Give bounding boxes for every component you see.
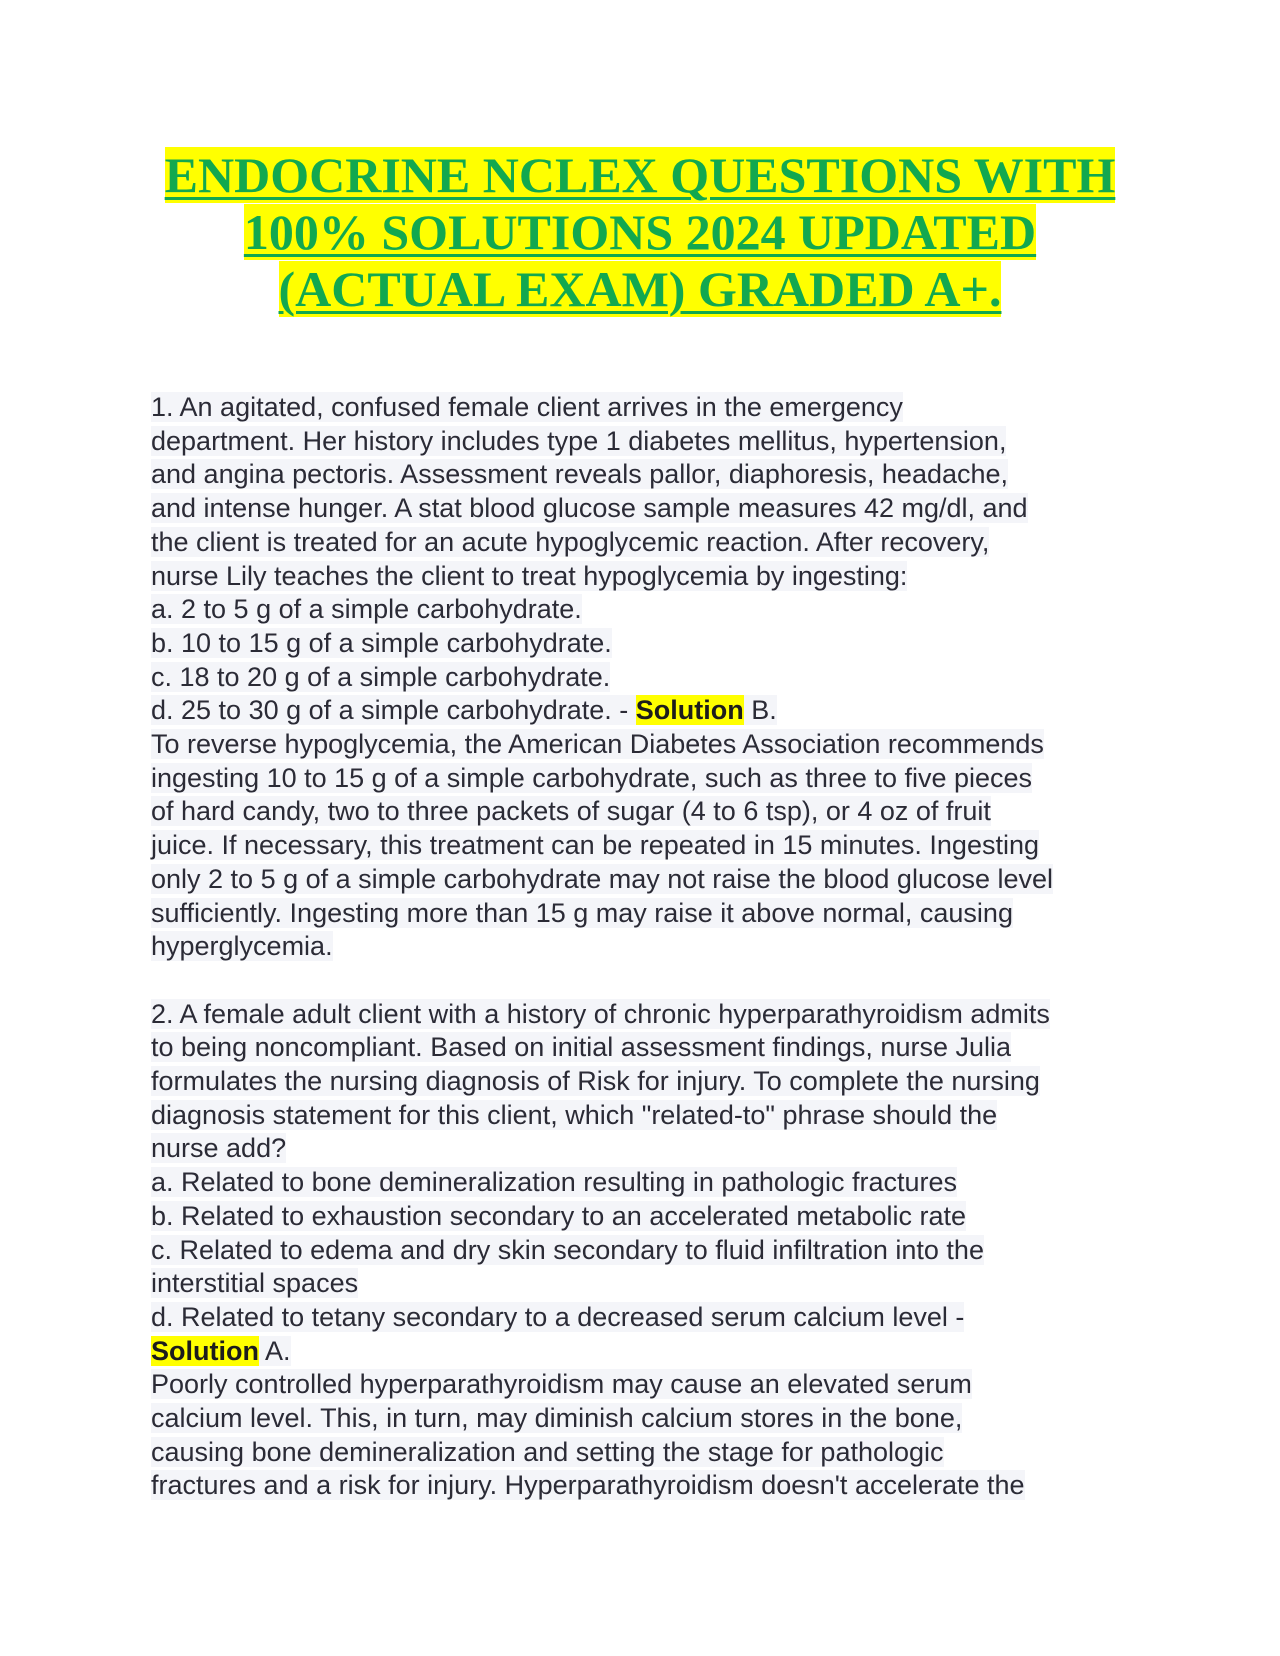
option-a: a. 2 to 5 g of a simple carbohydrate. (151, 594, 582, 625)
question-2-options (151, 1166, 1151, 1368)
option-c: c. 18 to 20 g of a simple carbohydrate. (151, 661, 611, 692)
stem-line: 2. A female adult client with a history of chronic hyperparathyroidism admits (151, 998, 1050, 1029)
paragraph-spacer (151, 964, 1151, 998)
stem-line: and intense hunger. A stat blood glucose sample measures 42 mg/dl, and (151, 493, 1028, 524)
rationale-line: only 2 to 5 g of a simple carbohydrate may not raise the blood glucose level (151, 863, 1054, 894)
option-c-continued: interstitial spaces (151, 1268, 359, 1299)
question-2-stem (151, 998, 1151, 1167)
stem-line: nurse Lily teaches the client to treat hypoglycemia by ingesting: (151, 560, 908, 591)
rationale-line: ingesting 10 to 15 g of a simple carbohydrate, such as three to five pieces (151, 762, 1033, 793)
stem-line: formulates the nursing diagnosis of Risk for injury. To complete the nursing (151, 1066, 1040, 1097)
rationale-line: Poorly controlled hyperparathyroidism may cause an elevated serum (151, 1369, 972, 1400)
rationale-line: juice. If necessary, this treatment can be repeated in 15 minutes. Ingesting (151, 830, 1039, 861)
question-1-stem (151, 391, 1151, 593)
rationale-line: causing bone demineralization and setting the stage for pathologic (151, 1436, 944, 1467)
option-c: c. Related to edema and dry skin secondary to fluid infiltration into the (151, 1234, 984, 1265)
stem-line: diagnosis statement for this client, which "related-to" phrase should the (151, 1099, 998, 1130)
rationale-line: of hard candy, two to three packets of sugar (4 to 6 tsp), or 4 oz of fruit (151, 796, 991, 827)
stem-line: to being noncompliant. Based on initial assessment findings, nurse Julia (151, 1032, 1012, 1063)
stem-line: department. Her history includes type 1 diabetes mellitus, hypertension, (151, 425, 1007, 456)
answer-letter: B. (743, 695, 777, 726)
rationale-line: To reverse hypoglycemia, the American Diabetes Association recommends (151, 729, 1044, 760)
title-line: ENDOCRINE NCLEX QUESTIONS WITH (164, 147, 1116, 203)
stem-line: nurse add? (151, 1133, 287, 1164)
stem-line: and angina pectoris. Assessment reveals pallor, diaphoresis, headache, (151, 459, 1009, 490)
stem-line: the client is treated for an acute hypoglycemic reaction. After recovery, (151, 526, 990, 557)
question-2 (151, 998, 1151, 1504)
solution-label: Solution (151, 1335, 259, 1366)
stem-line: 1. An agitated, confused female client arrives in the emergency (151, 392, 903, 422)
document-title (150, 147, 1130, 318)
title-line: (ACTUAL EXAM) GRADED A+. (278, 261, 1002, 317)
rationale-line: calcium level. This, in turn, may diminish calcium stores in the bone, (151, 1403, 963, 1434)
rationale-line: fractures and a risk for injury. Hyperparathyroidism doesn't accelerate the (151, 1470, 1025, 1501)
rationale-line: sufficiently. Ingesting more than 15 g may raise it above normal, causing (151, 897, 1013, 928)
title-line: 100% SOLUTIONS 2024 UPDATED (243, 204, 1037, 260)
option-a: a. Related to bone demineralization resulting in pathologic fractures (151, 1167, 957, 1198)
option-b: b. Related to exhaustion secondary to an accelerated metabolic rate (151, 1200, 966, 1231)
question-1-options (151, 593, 1151, 728)
option-d: d. 25 to 30 g of a simple carbohydrate. - (151, 695, 636, 726)
option-b: b. 10 to 15 g of a simple carbohydrate. (151, 627, 612, 658)
question-1-rationale (151, 728, 1151, 964)
option-d: d. Related to tetany secondary to a decreased serum calcium level - (151, 1301, 965, 1332)
rationale-line: hyperglycemia. (151, 931, 333, 962)
solution-label: Solution (635, 695, 744, 726)
document-body (151, 391, 1151, 1503)
question-2-rationale (151, 1368, 1151, 1503)
question-1 (151, 391, 1151, 964)
answer-letter: A. (258, 1335, 291, 1366)
